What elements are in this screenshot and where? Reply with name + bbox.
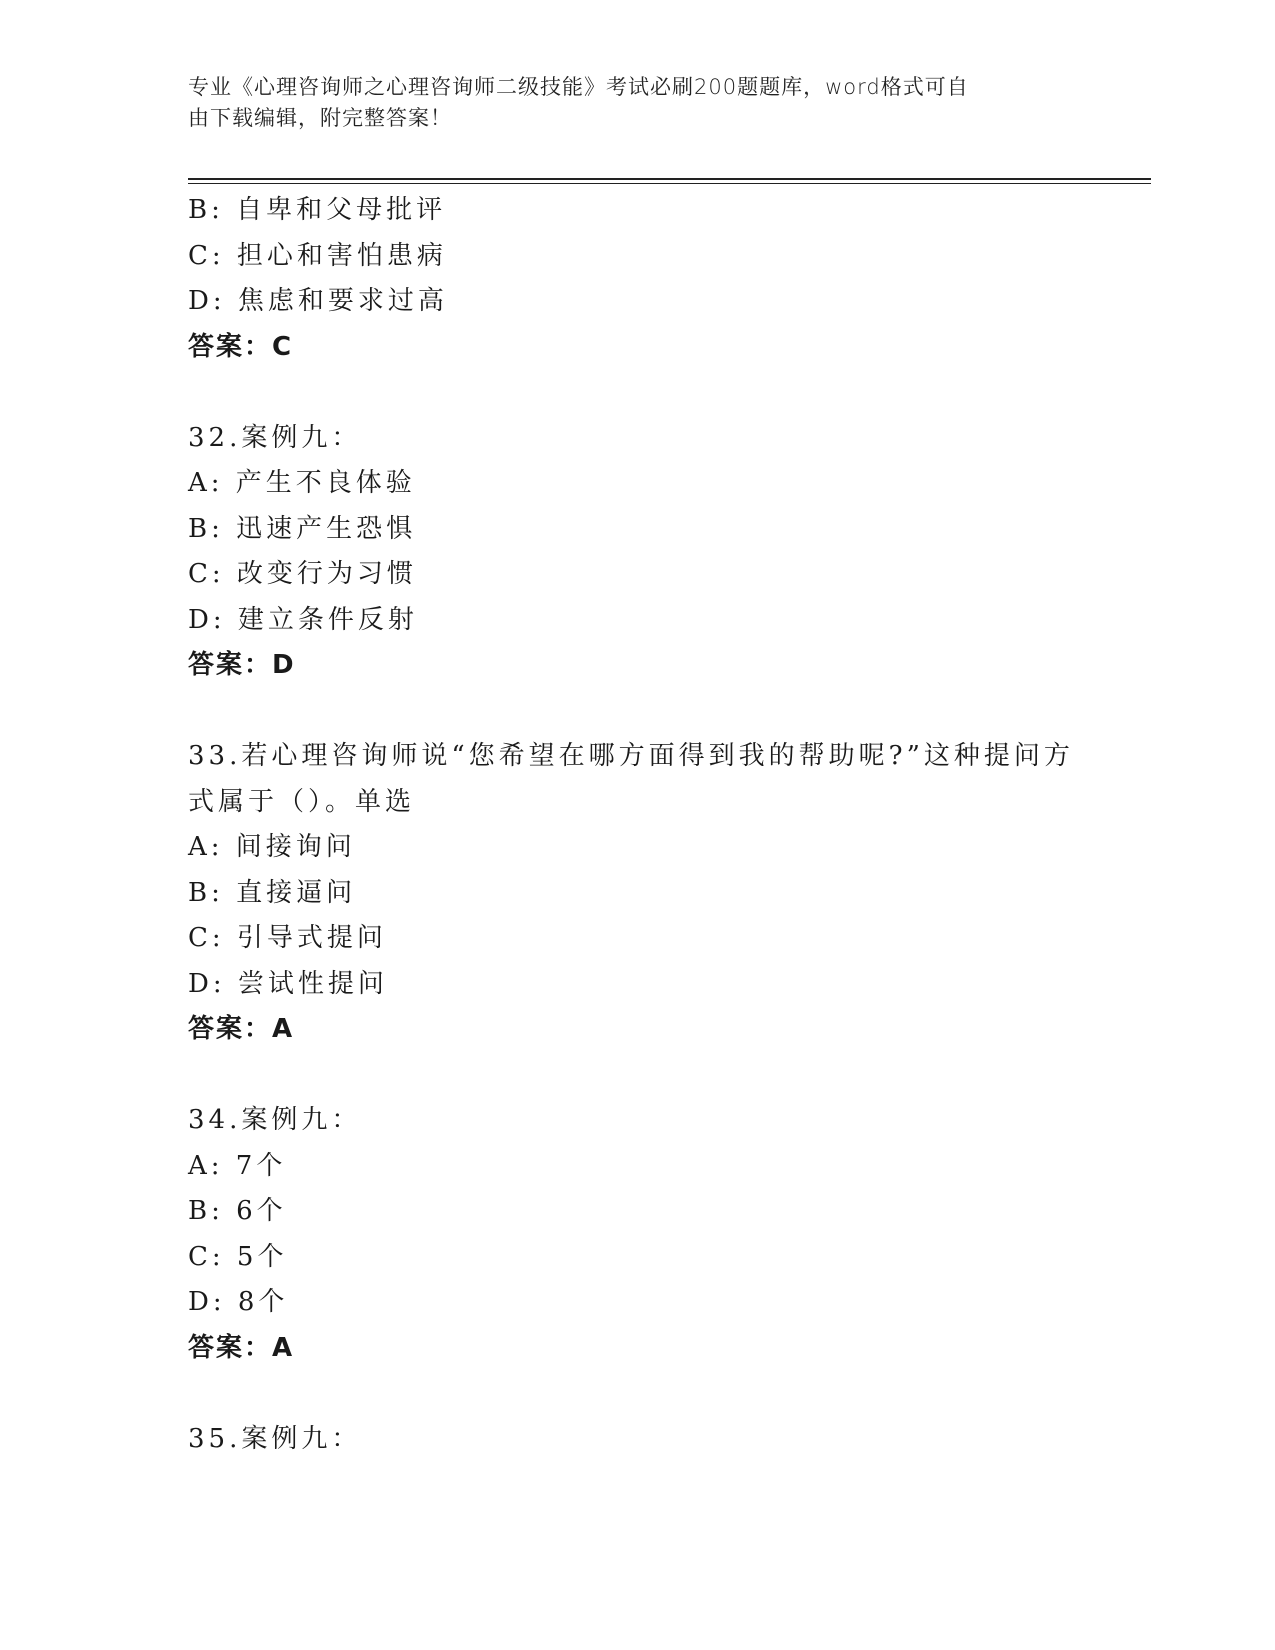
option-d: D: 焦虑和要求过高	[188, 286, 448, 316]
header-line-1: 专业《心理咨询师之心理咨询师二级技能》考试必刷200题题库，word格式可自	[188, 75, 969, 99]
option-b: B: 6个	[188, 1196, 287, 1226]
document-header	[188, 72, 1068, 134]
option-c: C: 改变行为习惯	[188, 559, 417, 589]
answer-line: 答案：C	[188, 331, 294, 362]
option-d: D: 尝试性提问	[188, 968, 388, 999]
question-title-continued: 式属于（）。单选	[188, 786, 416, 817]
option-b: B: 自卑和父母批评	[188, 195, 447, 225]
option-d: D: 建立条件反射	[188, 604, 418, 635]
spacer	[188, 1053, 1068, 1099]
option-a: A: 产生不良体验	[188, 468, 416, 498]
option-b: B: 直接逼问	[188, 877, 357, 908]
spacer	[188, 1371, 1068, 1417]
question-title: 35.案例九：	[188, 1423, 362, 1454]
question-title: 34.案例九：	[188, 1105, 362, 1135]
option-b: B: 迅速产生恐惧	[188, 513, 417, 544]
spacer	[188, 689, 1068, 735]
answer-line: 答案：A	[188, 1014, 295, 1044]
answer-line: 答案：D	[188, 650, 296, 680]
option-a: A: 间接询问	[188, 832, 356, 862]
answer-line: 答案：A	[188, 1332, 295, 1363]
question-title: 33.若心理咨询师说“您希望在哪方面得到我的帮助呢?”这种提问方	[188, 741, 1074, 771]
question-list	[188, 188, 1074, 1462]
option-c: C: 5个	[188, 1241, 288, 1272]
option-d: D: 8个	[188, 1287, 289, 1317]
option-c: C: 担心和害怕患病	[188, 240, 447, 271]
header-divider-thin	[188, 183, 1151, 184]
header-line-2: 由下载编辑，附完整答案！	[188, 106, 452, 130]
header-divider-thick	[188, 178, 1151, 180]
spacer	[188, 370, 1068, 416]
question-title: 32.案例九：	[188, 422, 362, 453]
option-a: A: 7个	[188, 1150, 287, 1181]
option-c: C: 引导式提问	[188, 923, 387, 953]
